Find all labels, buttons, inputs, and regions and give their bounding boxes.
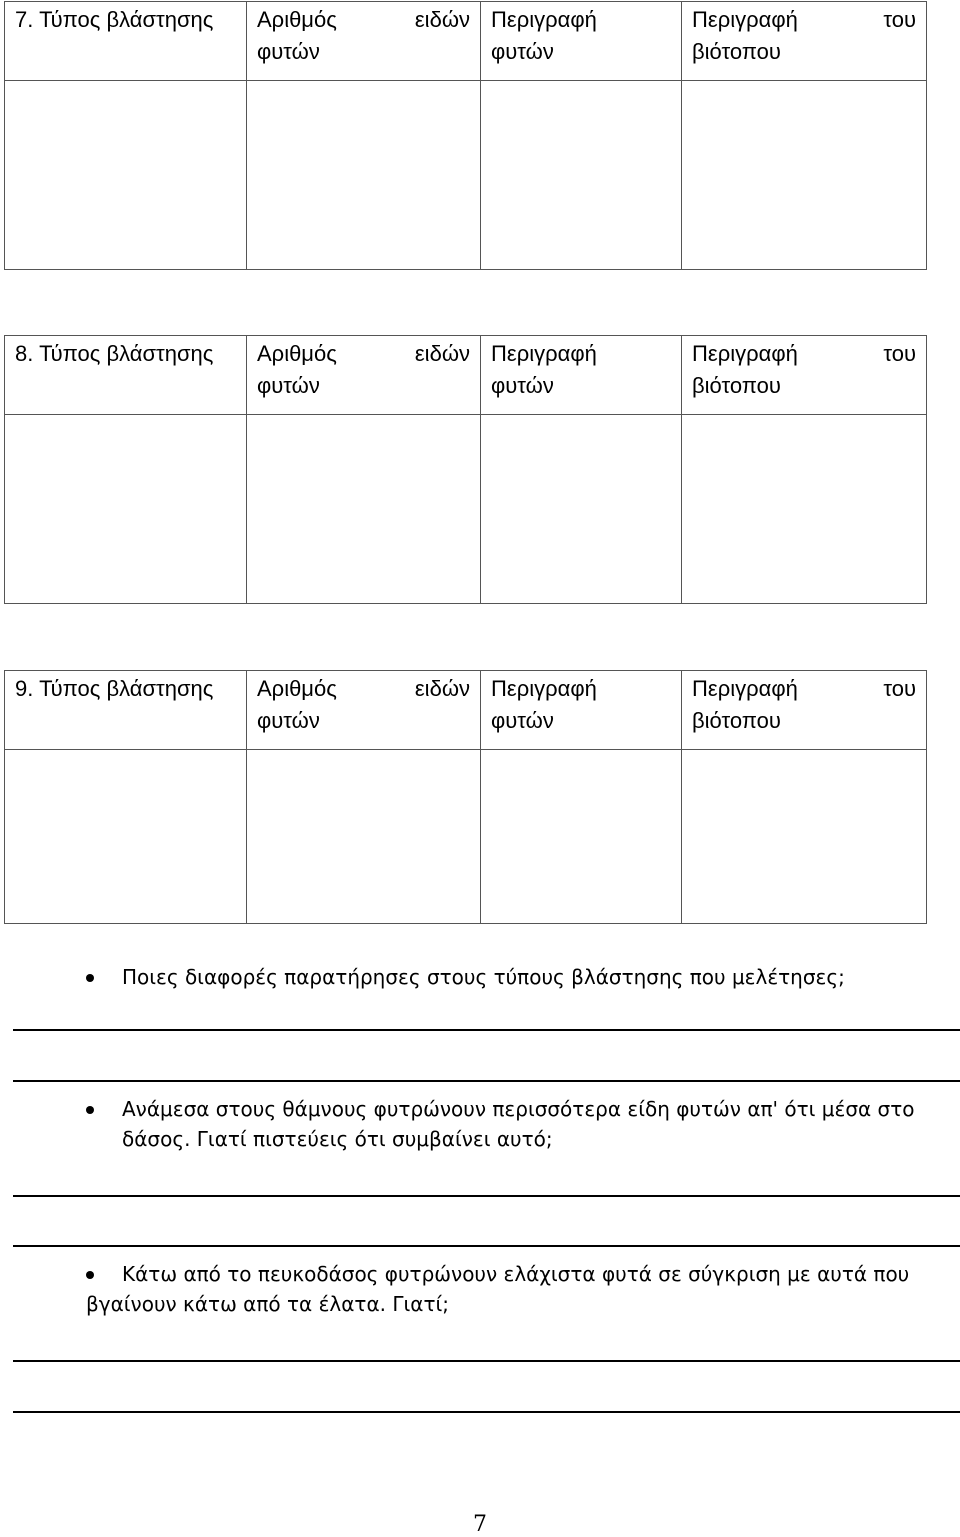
header-text: ειδών [414, 676, 470, 701]
answer-line[interactable] [13, 1195, 960, 1197]
answer-cell[interactable] [5, 81, 247, 270]
answer-cell[interactable] [5, 415, 247, 604]
vegetation-table-9 [4, 670, 927, 924]
header-habitat-description [682, 336, 927, 415]
header-text: Περιγραφή [692, 341, 798, 366]
header-plant-description [481, 2, 682, 81]
answer-cell[interactable] [247, 750, 481, 924]
bullet-dot-icon [86, 974, 94, 982]
header-text: βιότοπου [692, 39, 781, 64]
header-text: βιότοπου [692, 373, 781, 398]
header-text: ειδών [414, 341, 470, 366]
header-text: Αριθμός [257, 341, 337, 366]
header-text: φυτών [491, 39, 554, 64]
answer-cell[interactable] [247, 81, 481, 270]
answer-cell[interactable] [682, 81, 927, 270]
answer-line[interactable] [13, 1029, 960, 1031]
header-text: Αριθμός [257, 676, 337, 701]
header-text: 8. Τύπος βλάστησης [15, 341, 214, 366]
table-answer-row [5, 415, 927, 604]
question-text: Ποιες διαφορές παρατήρησες στους τύπους βλάστησης που μελέτησες; [122, 965, 845, 989]
question-2 [86, 1094, 960, 1154]
header-text: ειδών [414, 7, 470, 32]
question-text-line2: δάσος. Γιατί πιστεύεις ότι συμβαίνει αυτό; [122, 1127, 553, 1151]
header-plant-description [481, 671, 682, 750]
answer-cell[interactable] [247, 415, 481, 604]
header-species-count [247, 336, 481, 415]
answer-cell[interactable] [481, 750, 682, 924]
question-3 [86, 1259, 960, 1319]
answer-cell[interactable] [481, 415, 682, 604]
header-text: Περιγραφή [692, 7, 798, 32]
vegetation-table-8 [4, 335, 927, 604]
page-number: 7 [473, 1512, 487, 1537]
answer-cell[interactable] [682, 415, 927, 604]
vegetation-table-7 [4, 1, 927, 270]
header-text: 7. Τύπος βλάστησης [15, 7, 214, 32]
header-text: φυτών [257, 373, 320, 398]
header-text: Περιγραφή [692, 676, 798, 701]
answer-cell[interactable] [5, 750, 247, 924]
table-header-row [5, 2, 927, 81]
bullet-dot-icon [86, 1271, 94, 1279]
header-text: Περιγραφή [491, 7, 597, 32]
header-text: φυτών [257, 708, 320, 733]
header-text: Περιγραφή [491, 676, 597, 701]
question-text-line1: Ανάμεσα στους θάμνους φυτρώνουν περισσότερα είδη φυτών απ' ότι μέσα στο [122, 1097, 915, 1121]
header-text: του [883, 676, 916, 701]
header-habitat-description [682, 671, 927, 750]
header-text: 9. Τύπος βλάστησης [15, 676, 214, 701]
header-text: Περιγραφή [491, 341, 597, 366]
answer-cell[interactable] [481, 81, 682, 270]
header-text: του [883, 7, 916, 32]
answer-line[interactable] [13, 1245, 960, 1247]
question-1 [86, 962, 960, 992]
header-text: βιότοπου [692, 708, 781, 733]
question-text-line1: Κάτω από το πευκοδάσος φυτρώνουν ελάχιστα φυτά σε σύγκριση με αυτά που [122, 1262, 910, 1286]
header-text: Αριθμός [257, 7, 337, 32]
table-answer-row [5, 81, 927, 270]
table-header-row [5, 671, 927, 750]
table-answer-row [5, 750, 927, 924]
header-plant-description [481, 336, 682, 415]
question-text-line2: βγαίνουν κάτω από τα έλατα. Γιατί; [86, 1292, 449, 1316]
header-text: του [883, 341, 916, 366]
answer-line[interactable] [13, 1360, 960, 1362]
header-habitat-description [682, 2, 927, 81]
header-species-count [247, 671, 481, 750]
header-text: φυτών [257, 39, 320, 64]
answer-line[interactable] [13, 1080, 960, 1082]
header-species-count [247, 2, 481, 81]
header-vegetation-type [5, 336, 247, 415]
header-text: φυτών [491, 708, 554, 733]
bullet-dot-icon [86, 1106, 94, 1114]
header-vegetation-type [5, 2, 247, 81]
header-vegetation-type [5, 671, 247, 750]
table-header-row [5, 336, 927, 415]
header-text: φυτών [491, 373, 554, 398]
answer-line[interactable] [13, 1411, 960, 1413]
answer-cell[interactable] [682, 750, 927, 924]
